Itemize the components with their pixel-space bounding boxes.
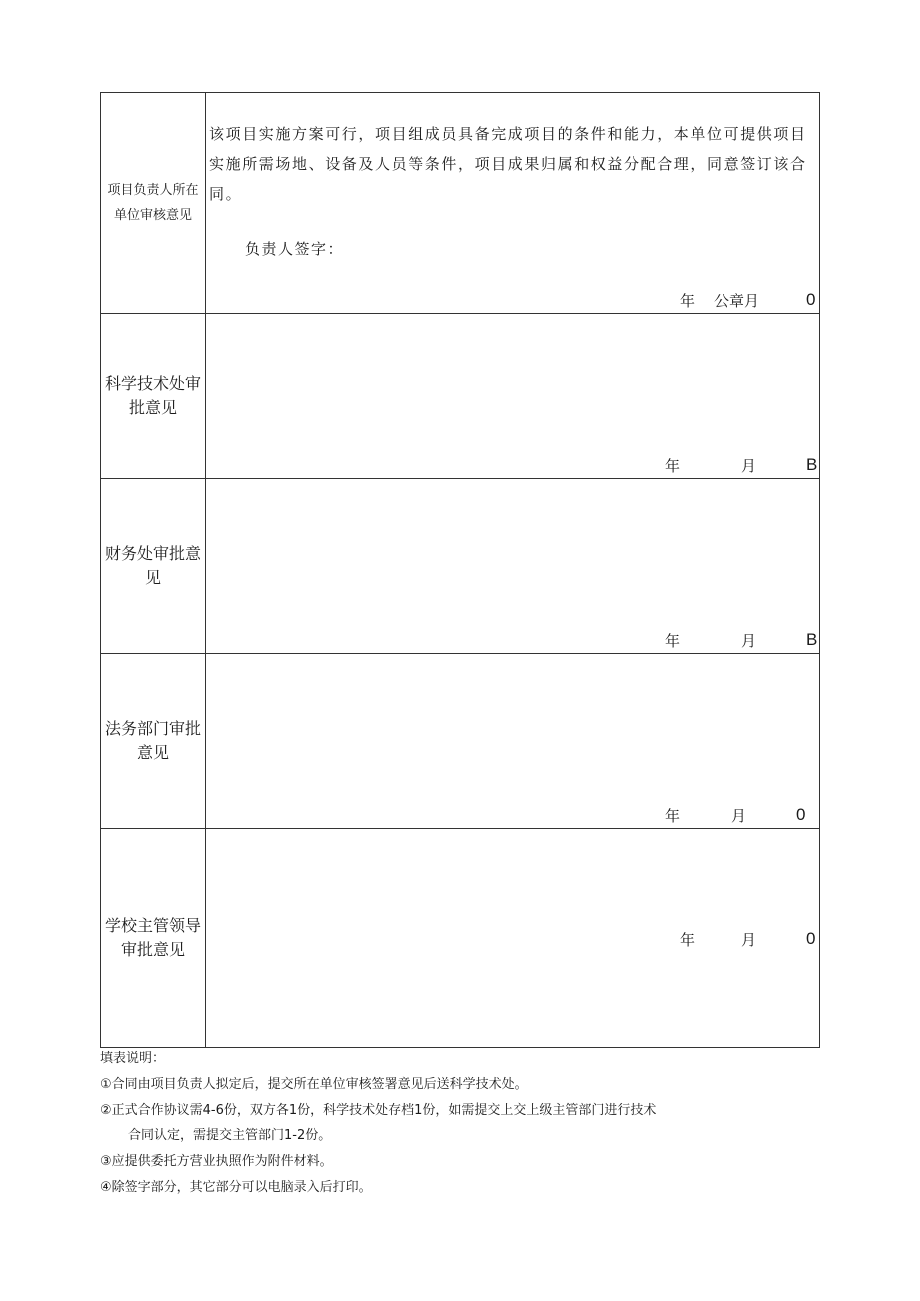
approval-table	[100, 92, 820, 1048]
row-label-cell	[101, 314, 206, 478]
table-row	[101, 829, 819, 1047]
instruction-item: ④除签字部分，其它部分可以电脑录入后打印。	[100, 1180, 372, 1195]
date-month: 月	[741, 931, 757, 949]
date-day: B	[806, 630, 818, 649]
instruction-item: ③应提供委托方营业执照作为附件材料。	[100, 1154, 333, 1169]
date-year: 年	[680, 931, 696, 949]
table-row	[101, 314, 819, 479]
date-day: 0	[806, 929, 816, 948]
date-month: 月	[731, 807, 747, 825]
row-label: 财务处审批意见	[104, 544, 201, 587]
date-year: 年	[665, 457, 681, 475]
opinion-cell	[206, 829, 819, 1047]
row-label-cell	[101, 829, 206, 1047]
opinion-cell	[206, 93, 819, 313]
row-label-cell	[101, 479, 206, 653]
date-month: 公章月	[714, 292, 760, 310]
instruction-item: 合同认定，需提交主管部门1-2份。	[128, 1128, 332, 1143]
date-day: B	[806, 455, 818, 474]
opinion-cell	[206, 314, 819, 478]
row-label-cell	[101, 654, 206, 828]
instruction-item: ②正式合作协议需4-6份，双方各1份，科学技术处存档1份，如需提交上交上级主管部门进行技术	[100, 1103, 657, 1118]
date-year: 年	[665, 807, 681, 825]
date-day: 0	[806, 290, 816, 309]
row-label: 科学技术处审批意见	[104, 374, 201, 417]
opinion-cell	[206, 654, 819, 828]
instructions-title: 填表说明：	[100, 1051, 166, 1066]
table-row	[101, 93, 819, 314]
date-day: 0	[796, 805, 806, 824]
table-row	[101, 654, 819, 829]
opinion-cell	[206, 479, 819, 653]
date-month: 月	[741, 632, 757, 650]
row-label: 项目负责人所在单位审核意见	[107, 183, 199, 223]
row-label-cell	[101, 93, 206, 313]
instruction-item: ①合同由项目负责人拟定后，提交所在单位审核签署意见后送科学技术处。	[100, 1077, 528, 1092]
row-label: 学校主管领导审批意见	[104, 916, 201, 959]
date-year: 年	[680, 292, 696, 310]
row-label: 法务部门审批意见	[104, 719, 201, 762]
signature-label: 负责人签字：	[245, 240, 345, 258]
opinion-text: 该项目实施方案可行，项目组成员具备完成项目的条件和能力，本单位可提供项目实施所需场地、设备及人员等条件，项目成果归属和权益分配合理，同意签订该合同。	[209, 125, 807, 203]
date-month: 月	[741, 457, 757, 475]
date-year: 年	[665, 632, 681, 650]
table-row	[101, 479, 819, 654]
